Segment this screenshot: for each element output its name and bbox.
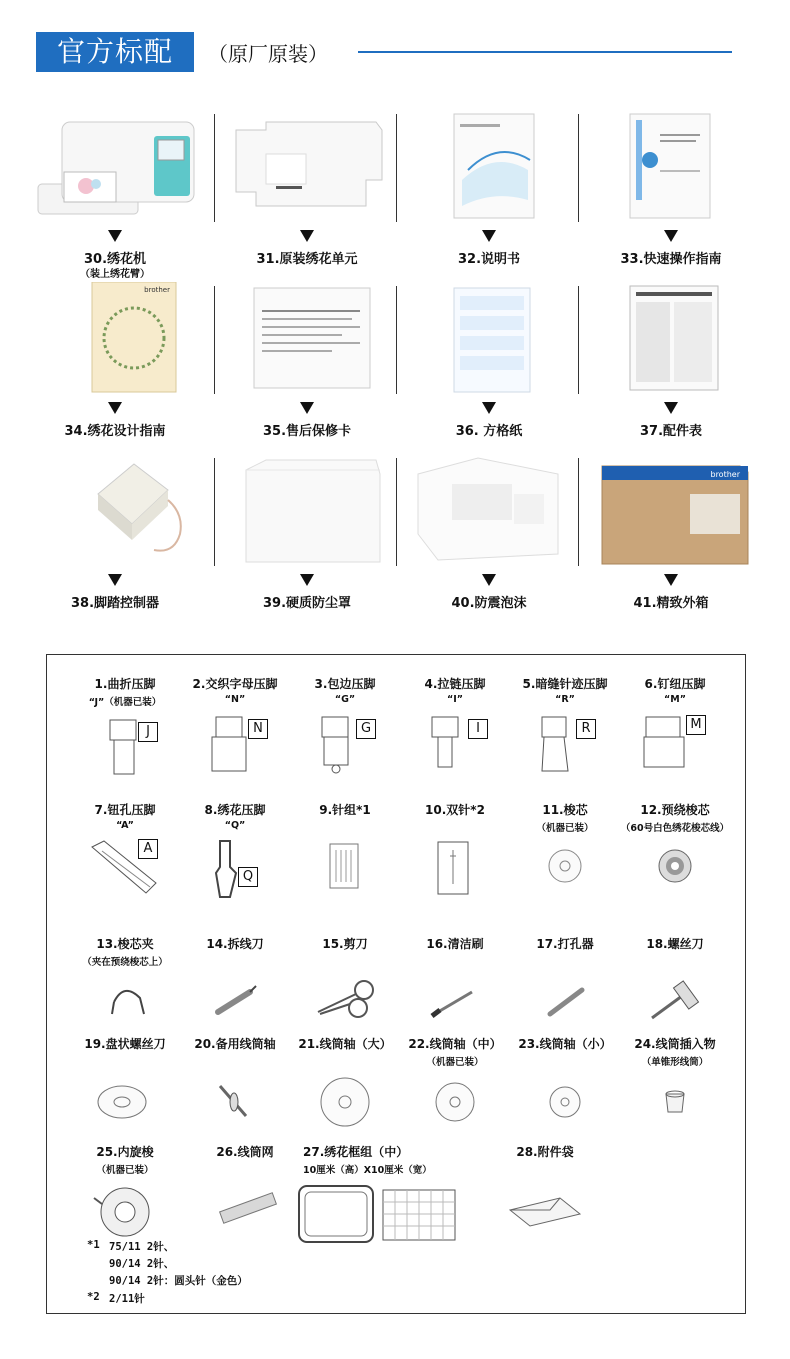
spool-pin-icon — [190, 1072, 280, 1138]
item-cell — [580, 454, 762, 626]
accessory-subtitle: “I” — [446, 694, 464, 705]
accessory-subtitle: “J”（机器已装） — [88, 697, 162, 708]
item-sublabel: （装上绣花臂） — [80, 269, 150, 280]
sewing-machine-icon — [34, 110, 196, 222]
accessory-item — [487, 1143, 603, 1246]
accessory-subtitle: “R” — [555, 694, 575, 705]
accessory-title: 27.绣花框组（中） — [303, 1145, 409, 1159]
accessory-item — [507, 675, 623, 777]
accessory-item — [617, 801, 733, 906]
item-cell — [398, 454, 580, 626]
column-divider — [214, 286, 215, 394]
section-title-badge: 官方标配 — [36, 32, 194, 72]
accessory-title: 8.绣花压脚 — [204, 803, 266, 817]
accessory-item — [617, 935, 733, 1028]
accessory-item — [67, 935, 183, 1030]
twin-needle-icon — [410, 836, 500, 902]
accessory-item — [287, 1035, 403, 1138]
item-label: 33.快速操作指南 — [620, 252, 722, 267]
accessory-subtitle: （夹在预绕梭芯上） — [82, 957, 168, 968]
embroidery-unit-icon — [226, 110, 388, 222]
item-label: 34.绣花设计指南 — [64, 424, 166, 439]
accessory-title: 10.双针*2 — [425, 803, 485, 817]
accessory-title: 3.包边压脚 — [314, 677, 376, 691]
column-divider — [578, 114, 579, 222]
doc-brand-text: brother — [144, 286, 170, 294]
item-cell — [398, 110, 580, 282]
accessory-item — [507, 1035, 623, 1138]
foot-letter-tag: A — [138, 839, 158, 859]
footnote-line: 75/11 2针、 — [109, 1241, 175, 1253]
accessory-title: 12.预绕梭芯 — [640, 803, 710, 817]
accessory-item — [397, 1035, 513, 1140]
accessory-item — [287, 935, 403, 1028]
accessory-title: 17.打孔器 — [536, 937, 594, 951]
needle-set-icon — [300, 836, 390, 902]
accessory-item — [177, 675, 293, 777]
accessory-title: 2.交织字母压脚 — [192, 677, 278, 691]
spool-net-icon — [200, 1180, 290, 1246]
items-row — [24, 110, 754, 282]
down-arrow-icon — [664, 574, 678, 586]
accessory-item — [67, 1143, 183, 1248]
eyelet-punch-icon — [520, 972, 610, 1028]
item-cell — [24, 110, 206, 282]
manual-icon — [408, 110, 570, 222]
spool-insert-icon — [630, 1074, 720, 1140]
zipper-foot-icon — [410, 711, 500, 777]
warranty-card-icon — [226, 282, 388, 394]
accessory-subtitle: （单锥形线筒） — [641, 1057, 709, 1068]
footnote-mark: *2 — [87, 1291, 100, 1303]
item-label: 40.防震泡沫 — [451, 596, 527, 611]
box-brand-text: brother — [710, 470, 740, 479]
dust-cover-icon — [226, 454, 388, 566]
foot-letter-tag: R — [576, 719, 596, 739]
seam-ripper-icon — [190, 972, 280, 1028]
item-label: 41.精致外箱 — [633, 596, 709, 611]
button-foot-icon — [630, 711, 720, 777]
down-arrow-icon — [482, 574, 496, 586]
accessory-item — [507, 801, 623, 906]
accessory-item — [397, 801, 513, 902]
accessory-subtitle: （机器已装） — [96, 1165, 154, 1176]
accessory-subtitle: “A” — [116, 820, 134, 831]
accessory-item — [617, 675, 733, 777]
item-label: 37.配件表 — [639, 424, 703, 439]
header-divider — [358, 51, 732, 53]
accessory-subtitle: “N” — [224, 694, 246, 705]
buttonhole-foot-icon — [80, 837, 170, 903]
down-arrow-icon — [482, 402, 496, 414]
accessories-panel — [46, 654, 746, 1314]
items-row — [24, 282, 754, 454]
accessory-item — [397, 675, 513, 777]
accessory-item — [187, 1143, 303, 1246]
accessory-title: 9.针组*1 — [319, 803, 371, 817]
down-arrow-icon — [664, 230, 678, 242]
accessory-title: 20.备用线筒轴 — [194, 1037, 276, 1051]
spool-cap-large-icon — [300, 1072, 390, 1138]
accessory-subtitle: 10厘米（高）X10厘米（宽） — [303, 1165, 432, 1176]
accessory-bag-icon — [500, 1180, 590, 1246]
foam-icon — [408, 454, 570, 566]
screwdriver-icon — [630, 972, 720, 1028]
parts-list-icon — [590, 282, 752, 394]
quick-guide-icon — [590, 110, 752, 222]
foot-letter-tag: J — [138, 722, 158, 742]
accessory-subtitle: （机器已装） — [536, 823, 594, 834]
accessory-title: 16.清洁刷 — [426, 937, 484, 951]
item-cell — [216, 110, 398, 282]
down-arrow-icon — [664, 402, 678, 414]
embroidery-foot-icon — [190, 837, 280, 903]
accessory-title: 23.线筒轴（小） — [518, 1037, 612, 1051]
accessory-subtitle: “M” — [664, 694, 686, 705]
accessory-item — [397, 935, 513, 1028]
down-arrow-icon — [300, 574, 314, 586]
accessory-item — [67, 675, 183, 780]
accessory-item — [67, 801, 183, 903]
foot-letter-tag: M — [686, 715, 706, 735]
item-label: 30.绣花机 — [83, 252, 147, 267]
scissors-icon — [300, 972, 390, 1028]
accessory-subtitle: “G” — [334, 694, 356, 705]
footnote-line: 90/14 2针：圆头针（金色） — [109, 1275, 248, 1287]
down-arrow-icon — [482, 230, 496, 242]
column-divider — [214, 114, 215, 222]
grid-paper-icon — [408, 282, 570, 394]
column-divider — [578, 286, 579, 394]
accessory-subtitle: （60号白色绣花梭芯线） — [620, 823, 730, 834]
accessory-item — [287, 801, 403, 902]
spool-cap-medium-icon — [410, 1074, 500, 1140]
presser-foot-icon — [190, 711, 280, 777]
column-divider — [214, 458, 215, 566]
accessory-item — [303, 1143, 473, 1248]
foot-letter-tag: N — [248, 719, 268, 739]
item-cell — [216, 454, 398, 626]
accessory-title: 11.梭芯 — [542, 803, 588, 817]
accessory-item — [507, 935, 623, 1028]
accessory-title: 13.梭芯夹 — [96, 937, 154, 951]
accessory-title: 18.螺丝刀 — [646, 937, 704, 951]
disc-screwdriver-icon — [80, 1072, 170, 1138]
item-label: 35.售后保修卡 — [262, 424, 352, 439]
item-cell — [24, 454, 206, 626]
design-guide-icon — [34, 282, 196, 394]
footnote-line: 2/11针 — [109, 1293, 145, 1305]
accessory-title: 22.线筒轴（中） — [408, 1037, 502, 1051]
brush-icon — [410, 972, 500, 1028]
bobbin-icon — [520, 840, 610, 906]
presser-foot-icon — [80, 714, 170, 780]
accessory-title: 15.剪刀 — [322, 937, 368, 951]
accessory-item — [177, 935, 293, 1028]
column-divider — [578, 458, 579, 566]
accessory-title: 1.曲折压脚 — [94, 677, 156, 691]
item-cell — [398, 282, 580, 454]
accessory-title: 19.盘状螺丝刀 — [84, 1037, 166, 1051]
item-cell — [580, 282, 762, 454]
accessory-subtitle: （机器已装） — [426, 1057, 484, 1068]
wound-bobbin-icon — [630, 840, 720, 906]
foot-pedal-icon — [34, 454, 196, 566]
accessory-title: 24.线筒插入物 — [634, 1037, 716, 1051]
accessory-title: 14.拆线刀 — [206, 937, 264, 951]
accessory-item — [177, 801, 293, 903]
down-arrow-icon — [108, 402, 122, 414]
footnote-mark: *1 — [87, 1239, 100, 1251]
item-label: 38.脚踏控制器 — [70, 596, 160, 611]
accessory-item — [67, 1035, 183, 1138]
spool-cap-small-icon — [520, 1072, 610, 1138]
items-row — [24, 454, 754, 626]
accessory-subtitle: “Q” — [224, 820, 246, 831]
section-subtitle: （原厂原装） — [208, 42, 328, 66]
accessory-item — [177, 1035, 293, 1138]
accessory-title: 26.线筒网 — [216, 1145, 274, 1159]
presser-foot-icon — [300, 711, 390, 777]
down-arrow-icon — [108, 574, 122, 586]
carton-box-icon — [590, 454, 752, 566]
foot-letter-tag: G — [356, 719, 376, 739]
embroidery-frame-icon — [295, 1182, 465, 1248]
item-label: 32.说明书 — [457, 252, 521, 267]
item-cell — [216, 282, 398, 454]
footnote-line: 90/14 2针、 — [109, 1258, 175, 1270]
accessory-item — [287, 675, 403, 777]
down-arrow-icon — [300, 230, 314, 242]
accessory-title: 6.钉纽压脚 — [644, 677, 706, 691]
accessory-title: 21.线筒轴（大） — [298, 1037, 392, 1051]
blind-stitch-foot-icon — [520, 711, 610, 777]
item-cell — [580, 110, 762, 282]
accessory-item — [617, 1035, 733, 1140]
standard-items-grid — [24, 110, 754, 626]
accessory-title: 7.钮孔压脚 — [94, 803, 156, 817]
accessory-title: 4.拉链压脚 — [424, 677, 486, 691]
item-label: 39.硬质防尘罩 — [262, 596, 352, 611]
item-cell — [24, 282, 206, 454]
accessory-title: 5.暗缝针迹压脚 — [522, 677, 608, 691]
item-label: 31.原装绣花单元 — [256, 252, 358, 267]
foot-letter-tag: I — [468, 719, 488, 739]
down-arrow-icon — [300, 402, 314, 414]
bobbin-clip-icon — [80, 974, 170, 1030]
accessory-title: 25.内旋梭 — [96, 1145, 154, 1159]
column-divider — [396, 114, 397, 222]
item-label: 36. 方格纸 — [455, 424, 523, 439]
down-arrow-icon — [108, 230, 122, 242]
column-divider — [396, 286, 397, 394]
foot-letter-tag: Q — [238, 867, 258, 887]
accessory-title: 28.附件袋 — [516, 1145, 574, 1159]
column-divider — [396, 458, 397, 566]
